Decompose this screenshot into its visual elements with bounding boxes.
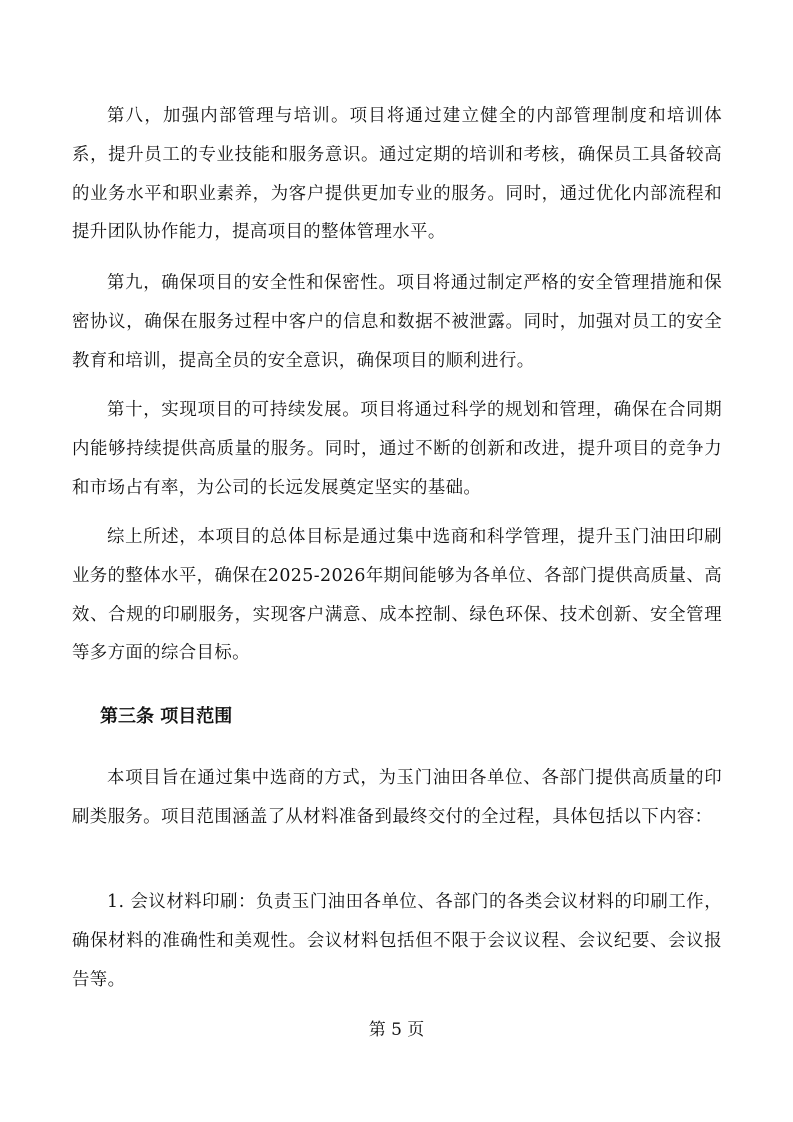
list-item-meeting-materials: 1. 会议材料印刷：负责玉门油田各单位、各部门的各类会议材料的印刷工作，确保材料的准确性和美观性。会议材料包括但不限于会议议程、会议纪要、会议报告等。 (72, 892, 722, 990)
page-number: 第 5 页 (368, 1020, 425, 1040)
paragraph-summary: 综上所述，本项目的总体目标是通过集中选商和科学管理，提升玉门油田印刷业务的整体水平，确保在2025-2026年期间能够为各单位、各部门提供高质量、高效、合规的印刷服务，实现客户满意、成本控制、绿色环保、技术创新、安全管理等多方面的综合目标。 (72, 527, 722, 664)
paragraph-ninth-goal: 第九，确保项目的安全性和保密性。项目将通过制定严格的安全管理措施和保密协议，确保在服务过程中客户的信息和数据不被泄露。同时，加强对员工的安全教育和培训，提高全员的安全意识，确保项目的顺利进行。 (72, 273, 722, 371)
section-heading: 第三条 项目范围 (100, 706, 233, 727)
paragraph-scope-intro: 本项目旨在通过集中选商的方式，为玉门油田各单位、各部门提供高质量的印刷类服务。项目范围涵盖了从材料准备到最终交付的全过程，具体包括以下内容： (72, 768, 722, 827)
paragraph-eighth-goal: 第八，加强内部管理与培训。项目将通过建立健全的内部管理制度和培训体系，提升员工的专业技能和服务意识。通过定期的培训和考核，确保员工具备较高的业务水平和职业素养，为客户提供更加专业的服务。同时，通过优化内部流程和提升团队协作能力，提高项目的整体管理水平。 (72, 106, 722, 243)
paragraph-tenth-goal: 第十，实现项目的可持续发展。项目将通过科学的规划和管理，确保在合同期内能够持续提供高质量的服务。同时，通过不断的创新和改进，提升项目的竞争力和市场占有率，为公司的长远发展奠定坚实的基础。 (72, 400, 722, 498)
